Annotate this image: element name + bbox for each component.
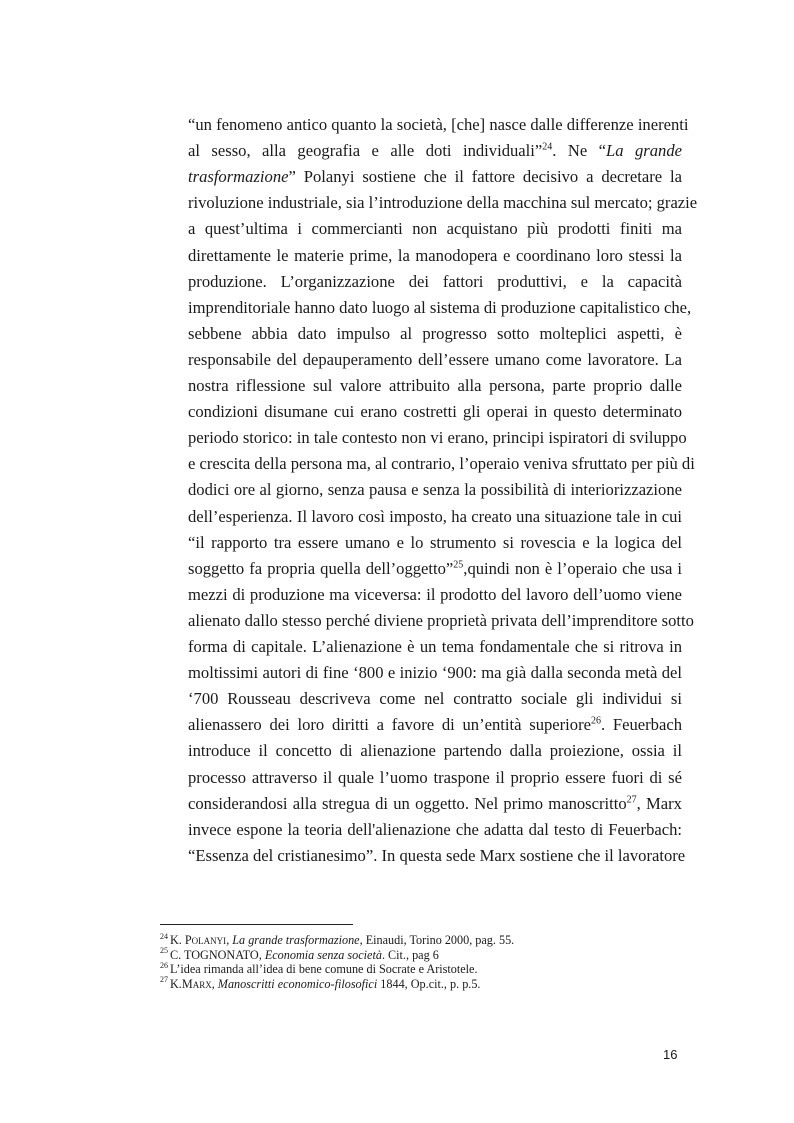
text-run: mezzi di produzione ma viceversa: il prodotto del lavoro dell’uomo viene <box>188 584 682 604</box>
text-run: periodo storico: in tale contesto non vi erano, principi ispiratori di sviluppo <box>188 428 687 448</box>
body-line <box>188 480 682 500</box>
text-run: sebbene abbia dato impulso al progresso sotto molteplici aspetti, è <box>188 323 682 343</box>
text-run: imprenditoriale hanno dato luogo al sistema di produzione capitalistico che, <box>188 297 692 317</box>
page-number: 16 <box>663 1047 678 1062</box>
text-run: direttamente le materie prime, la manodopera e coordinano loro stessi la <box>188 245 682 265</box>
text-run: nostra riflessione sul valore attribuito alla persona, parte proprio dalle <box>188 376 682 395</box>
body-line <box>188 820 682 840</box>
text-run: a quest’ultima i commercianti non acquistano più prodotti finiti ma <box>188 219 682 239</box>
text-run: dodici ore al giorno, senza pausa e senza la possibilità di interiorizzazione <box>188 480 682 500</box>
body-line <box>188 637 682 657</box>
text-run: ,quindi non è l’operaio che usa i <box>463 558 682 578</box>
italic-text: Economia senza società <box>264 947 382 962</box>
text-run: alienassero dei loro diritti a favore di un’entità superiore <box>188 715 591 735</box>
text-run: ” Polanyi sostiene che il fattore decisivo a decretare la <box>288 167 682 187</box>
body-line <box>188 715 682 735</box>
body-line <box>188 350 682 370</box>
footnote <box>160 948 439 962</box>
footnote <box>160 933 514 947</box>
italic-text: La grande trasformazione <box>232 933 360 947</box>
body-line <box>188 272 682 292</box>
footnote <box>160 977 480 991</box>
text-run: forma di capitale. L’alienazione è un tema fondamentale che si ritrova in <box>188 637 682 656</box>
body-line <box>188 376 682 396</box>
footnote-number: 26 <box>160 960 168 970</box>
body-line <box>188 141 682 161</box>
footnote-reference: 24 <box>542 141 553 153</box>
body-line <box>188 297 692 318</box>
footnote <box>160 962 478 976</box>
body-line <box>188 167 682 187</box>
body-line <box>188 402 682 422</box>
body-line <box>188 219 682 239</box>
footnote-number: 25 <box>160 946 168 956</box>
body-line <box>188 324 682 344</box>
text-run: processo attraverso il quale l’uomo traspone il proprio essere fuori di sé <box>188 767 682 787</box>
text-run: condizioni disumane cui erano costretti gli operai in questo determinato <box>188 402 682 422</box>
text-run: rivoluzione industriale, sia l’introduzione della macchina sul mercato; grazie <box>188 193 698 213</box>
footnote-separator <box>160 924 353 925</box>
body-line <box>188 663 682 683</box>
text-run: responsabile del depauperamento dell’essere umano come lavoratore. La <box>188 349 682 369</box>
text-run: C. TOGNONATO, <box>170 947 265 962</box>
body-line <box>188 585 682 605</box>
footnote-number: 27 <box>160 975 168 985</box>
text-run: soggetto fa propria quella dell’oggetto” <box>188 558 454 578</box>
text-run: L’idea rimanda all’idea di bene comune di Socrate e Aristotele. <box>170 962 478 976</box>
body-line <box>188 454 695 474</box>
text-run: , <box>226 933 233 947</box>
text-run: , Einaudi, Torino 2000, pag. 55. <box>359 933 515 947</box>
footnote-reference: 25 <box>453 559 464 571</box>
text-run: “il rapporto tra essere umano e lo strumento si rovescia e la logica del <box>188 532 682 552</box>
text-run: al sesso, alla geografia e alle doti individuali” <box>188 141 543 161</box>
footnote-reference: 27 <box>626 794 637 806</box>
text-run: considerandosi alla stregua di un oggetto. Nel primo manoscritto <box>188 793 627 813</box>
text-run: K. <box>170 976 182 991</box>
body-line <box>188 845 686 866</box>
text-run: , <box>211 976 218 991</box>
text-run: , Marx <box>636 793 682 813</box>
text-run: e crescita della persona ma, al contrario, l’operaio veniva sfruttato per più di <box>188 454 695 474</box>
text-run: moltissimi autori di fine ‘800 e inizio ‘900: ma già dalla seconda metà del <box>188 663 682 683</box>
text-run: . Ne “ <box>552 141 606 161</box>
text-run: K. <box>170 933 185 947</box>
body-line <box>188 610 694 631</box>
body-line <box>188 768 682 788</box>
text-run: “un fenomeno antico quanto la società, [che] nasce dalle differenze inerenti <box>188 115 689 134</box>
body-line <box>188 193 698 213</box>
text-run: ‘700 Rousseau descriveva come nel contratto sociale gli individui si <box>188 689 682 709</box>
body-line <box>188 559 682 579</box>
text-run: . Cit., pag 6 <box>381 947 439 962</box>
text-run: dell’esperienza. Il lavoro così imposto, ha creato una situazione tale in cui <box>188 506 682 526</box>
body-line <box>188 115 689 135</box>
text-run: produzione. L’organizzazione dei fattori produttivi, e la capacità <box>188 271 682 291</box>
body-line <box>188 428 687 448</box>
body-line <box>188 507 682 527</box>
text-run: “Essenza del cristianesimo”. In questa sede Marx sostiene che il lavoratore <box>188 845 686 865</box>
text-run: 1844, Op.cit., p. p.5. <box>377 976 481 991</box>
body-line <box>188 533 682 553</box>
author-name: Polanyi <box>184 933 227 947</box>
text-run: invece espone la teoria dell'alienazione che adatta dal testo di Feuerbach: <box>188 819 682 839</box>
italic-text: Manoscritti economico-filosofici <box>217 976 378 991</box>
footnote-reference: 26 <box>590 715 601 727</box>
italic-text: La grande <box>606 141 682 161</box>
body-line <box>188 246 682 266</box>
italic-text: trasformazione <box>188 167 289 187</box>
author-name: Marx <box>181 976 212 991</box>
body-line <box>188 741 682 761</box>
text-run: . Feuerbach <box>600 715 682 735</box>
text-run: alienato dallo stesso perché diviene proprietà privata dell’imprenditore sotto <box>188 610 694 630</box>
body-line <box>188 794 682 814</box>
body-line <box>188 689 682 709</box>
footnote-number: 24 <box>160 931 168 941</box>
text-run: introduce il concetto di alienazione partendo dalla proiezione, ossia il <box>188 741 682 761</box>
